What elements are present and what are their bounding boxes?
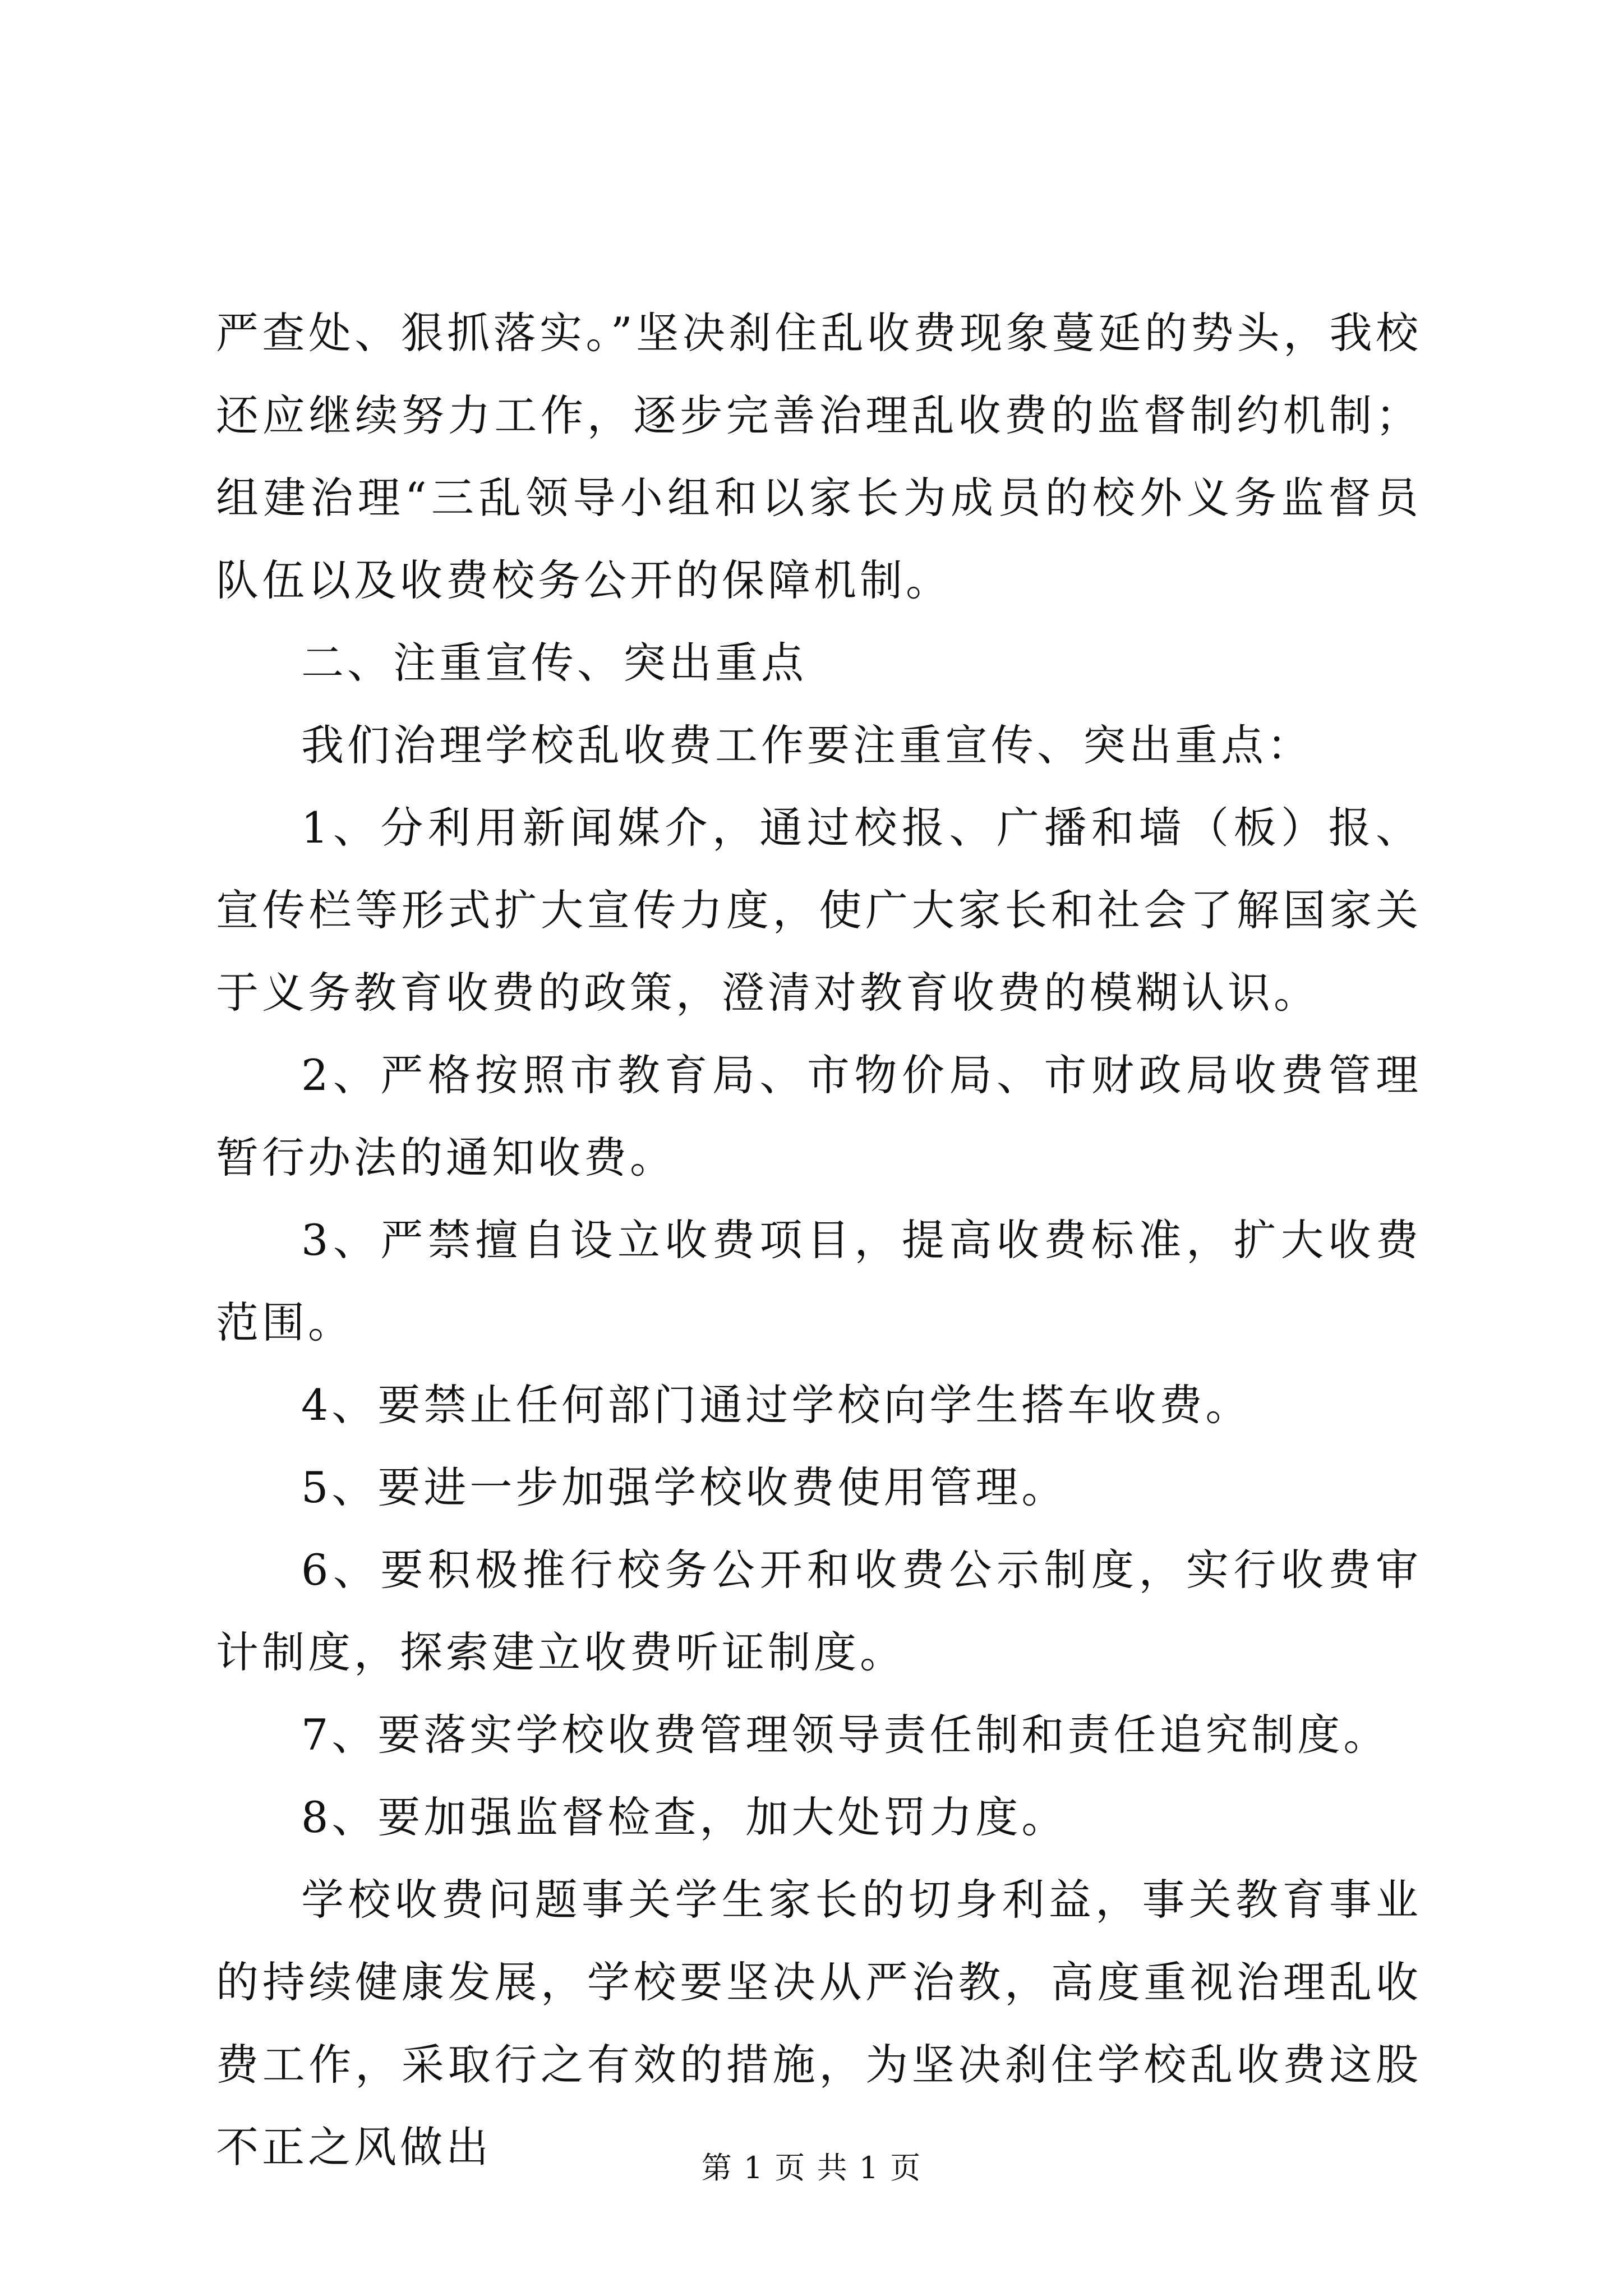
list-item-5: 5、要进一步加强学校收费使用管理。	[301, 1462, 1068, 1512]
list-item-6: 6、要积极推行校务公开和收费公示制度，实行收费审计制度，探索建立收费听证制度。	[216, 1545, 1422, 1677]
page-indicator: 第 1 页 共 1 页	[701, 2150, 922, 2185]
list-item-3: 3、严禁擅自设立收费项目，提高收费标准，扩大收费范围。	[216, 1215, 1422, 1347]
section-heading: 二、注重宣传、突出重点	[301, 638, 807, 688]
list-item-8: 8、要加强监督检查，加大处罚力度。	[301, 1792, 1068, 1842]
list-item-1: 1、分利用新闻媒介，通过校报、广播和墙（板）报、宣传栏等形式扩大宣传力度，使广大家长和社会了解国家关于义务教育收费的政策，澄清对教育收费的模糊认识。	[216, 803, 1422, 1018]
document-body	[216, 292, 1422, 2188]
list-item-4: 4、要禁止任何部门通过学校向学生搭车收费。	[301, 1380, 1252, 1430]
list-item-2: 2、严格按照市教育局、市物价局、市财政局收费管理暂行办法的通知收费。	[216, 1050, 1422, 1182]
list-item-7: 7、要落实学校收费管理领导责任制和责任追究制度。	[301, 1710, 1390, 1760]
paragraph-intro: 我们治理学校乱收费工作要注重宣传、突出重点：	[301, 720, 1313, 770]
paragraph-conclusion: 学校收费问题事关学生家长的切身利益，事关教育事业的持续健康发展，学校要坚决从严治教，高度重视治理乱收费工作，采取行之有效的措施，为坚决刹住学校乱收费这股不正之风做出	[216, 1875, 1422, 2172]
page-footer	[0, 2148, 1623, 2188]
paragraph-continuation: 严查处、狠抓落实。”坚决刹住乱收费现象蔓延的势头，我校还应继续努力工作，逐步完善治理乱收费的监督制约机制；组建治理“三乱领导小组和以家长为成员的校外义务监督员队伍以及收费校务公开的保障机制。	[216, 308, 1422, 605]
